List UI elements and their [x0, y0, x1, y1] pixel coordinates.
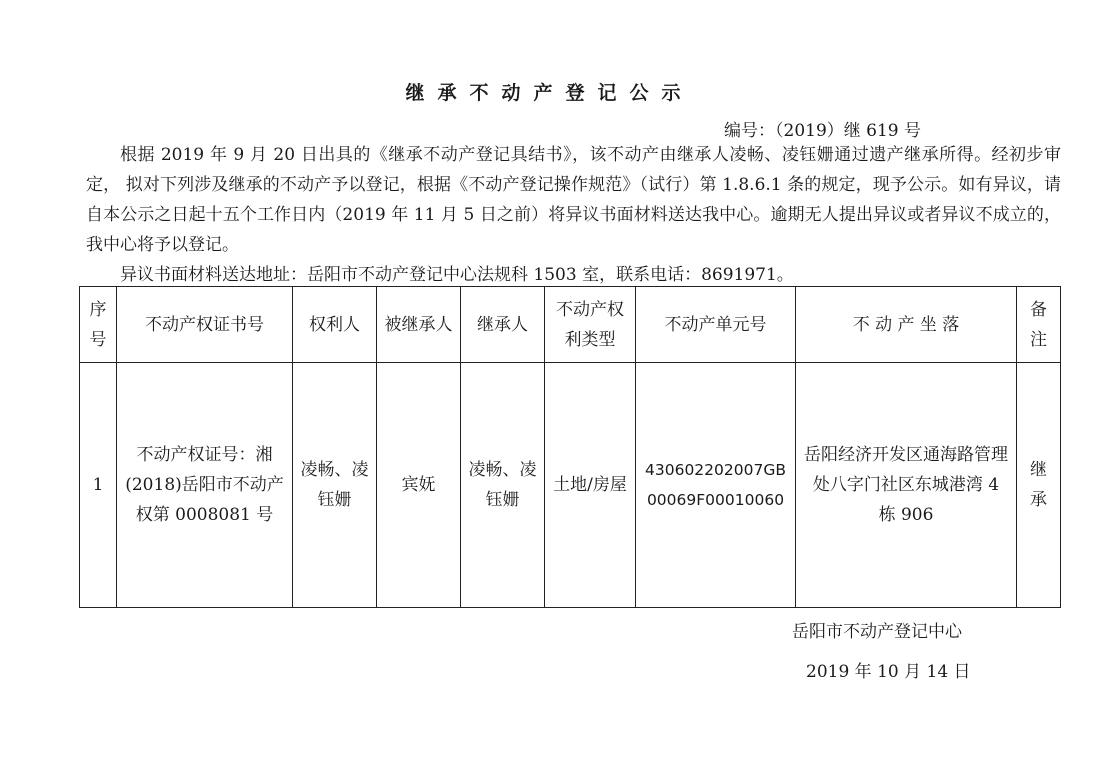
cell-remark: 继承 — [1017, 363, 1061, 608]
header-cert-no: 不动产权证书号 — [117, 287, 293, 363]
issue-date: 2019 年 10 月 14 日 — [806, 662, 971, 682]
header-unit-no: 不动产单元号 — [636, 287, 796, 363]
objection-address: 异议书面材料送达地址：岳阳市不动产登记中心法规科 1503 室，联系电话：8691971。 — [120, 265, 794, 285]
header-heir: 继承人 — [461, 287, 545, 363]
cell-heir: 凌畅、凌钰姗 — [461, 363, 545, 608]
table-header-row — [80, 287, 1061, 363]
header-location: 不 动 产 坐 落 — [796, 287, 1017, 363]
header-right-type: 不动产权利类型 — [545, 287, 636, 363]
header-decedent: 被继承人 — [377, 287, 461, 363]
issuer-name: 岳阳市不动产登记中心 — [792, 622, 962, 642]
cell-right-type: 土地/房屋 — [545, 363, 636, 608]
header-remark: 备注 — [1017, 287, 1061, 363]
document-title: 继承不动产登记公示 — [405, 82, 694, 104]
header-owner: 权利人 — [293, 287, 377, 363]
cell-unit-no: 430602202007GB00069F00010060 — [636, 363, 796, 608]
cell-owner: 凌畅、凌钰姗 — [293, 363, 377, 608]
header-seq: 序号 — [80, 287, 117, 363]
notice-paragraph: 根据 2019 年 9 月 20 日出具的《继承不动产登记具结书》，该不动产由继承人凌畅、凌钰姗通过遗产继承所得。经初步审定， 拟对下列涉及继承的不动产予以登记，根据《不动产登记操作规范》（试行）第 1.8.6.1 条的规定，现予公示。如有异议，请自本公示之日起十五个工作日内（2019 年 11 月 5 日之前）将异议书面材料送达我中心。逾期无人提出异议或者异议不成立的，我中心将予以登记。 — [86, 145, 1061, 255]
registration-table — [79, 286, 1061, 608]
cell-seq: 1 — [80, 363, 117, 608]
cell-decedent: 宾妩 — [377, 363, 461, 608]
table-row — [80, 363, 1061, 608]
cell-location: 岳阳经济开发区通海路管理处八字门社区东城港湾 4 栋 906 — [796, 363, 1017, 608]
notice-body — [86, 140, 1061, 290]
cell-cert-no: 不动产权证号：湘(2018)岳阳市不动产权第 0008081 号 — [117, 363, 293, 608]
document-number: 编号：（2019）继 619 号 — [724, 121, 922, 141]
